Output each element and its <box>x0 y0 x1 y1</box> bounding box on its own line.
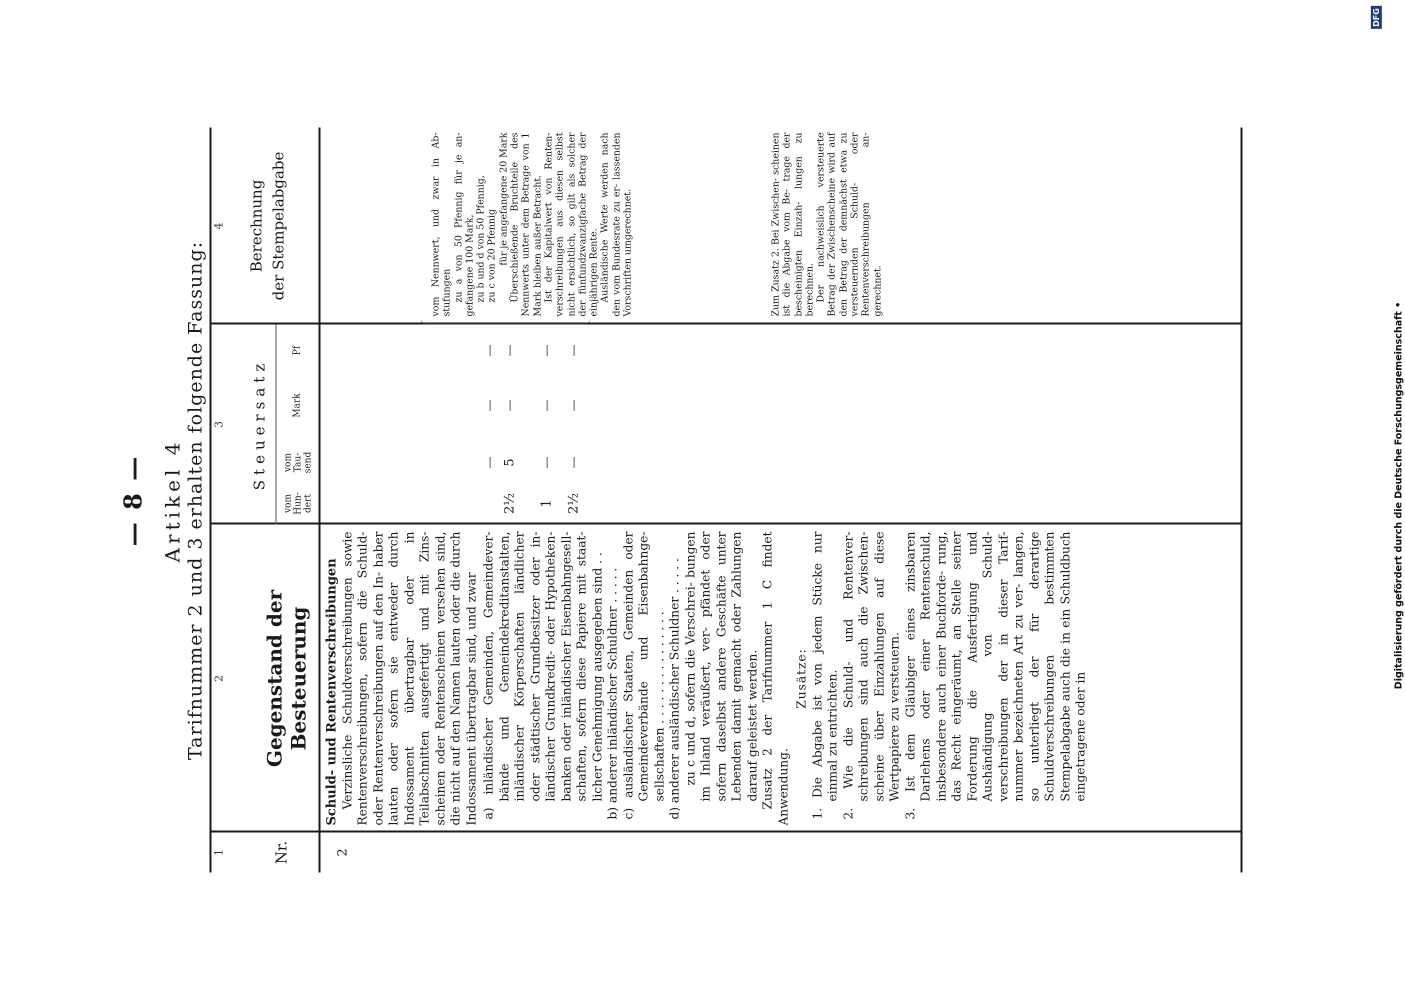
col-number-1: 1 <box>212 848 225 856</box>
calc-zusatz-2: Der nachweislich versteuerte Betrag der Zwischenscheine wird auf den Betrag der demnächst etwa zu versteuernden Schuld- oder Rentenverschreibungen an- gerechnet. <box>815 132 883 316</box>
entry-intro: Verzinsliche Schuldverschreibungen sowie Rentenverschreibungen, sofern die Schuld- oder Rentenverschreibungen auf den In- haber lauten oder sofern sie entweder durch Indossament übertragbar oder in Teilabschnitten ausgefertigt und mit Zins- scheinen oder Rentenscheinen versehen sind, die nicht auf den Namen lauten oder die durch Indossament übertragbar sind, und zwar <box>339 531 478 825</box>
digitization-notice: Digitalisierung gefördert durch die Deutsche Forschungsgemeinschaft • <box>1393 301 1405 690</box>
zusaetze-title: Zusätze: <box>794 647 808 709</box>
dfg-logo: DFG <box>1371 8 1381 27</box>
rate-c-hundert: 1 <box>539 498 554 508</box>
dash-c-pf: — <box>539 344 553 356</box>
calc-line-1: vom Nennwert, und zwar in Ab- stufungen <box>430 132 453 316</box>
rate-a-hundert: 2½ <box>502 492 517 514</box>
article-title: Artikel 4 <box>160 438 184 562</box>
col-divider-1 <box>209 830 1242 832</box>
col-number-4: 4 <box>212 222 225 229</box>
col-number-3: 3 <box>212 420 225 428</box>
item-c: c) ausländischer Staaten, Gemeinden oder Gemeindeverbände und Eisenbahnge- sellschaften . . . . . . . . . . . . . . . <box>620 531 666 819</box>
calc-line-2: zu a von 50 Pfennig für je an- gefangene 100 Mark, <box>452 132 475 316</box>
para-cd: zu c und d, sofern die Verschrei- bungen im Inland veräußert, ver- pfändet oder sofern daselbst andere Geschäfte unter Lebenden damit gemacht oder Zahlungen darauf geleistet werden. <box>682 531 759 801</box>
rate-d-hundert: 2½ <box>566 492 581 514</box>
calc-line-3: zu b und d von 50 Pfennig, <box>475 174 487 302</box>
header-mark: Mark <box>292 392 302 418</box>
dash-b-pf: — <box>502 344 516 356</box>
zusatz-1: 1. Die Abgabe ist von jedem Stücke nur einmal zu entrichten. <box>809 531 839 819</box>
page-number: — 8 — <box>118 454 147 546</box>
zusatz-3: 3. Ist dem Gläubiger eines zinsbaren Darlehens oder einer Rentenschuld, insbesondere auch einer Buchforde- rung, das Recht eingeräumt, an Stelle seiner Forderung die Ausfertigung und Aushändigung von Schuld- verschreibungen der in dieser Tarif- nummer bezeichneten Art zu ver- langen, so unterliegt der für derartige Schuldverschreibungen bestimmten Stempelabgabe auch die in ein Schuldbuch eingetragene oder in <box>902 531 1087 819</box>
header-berechnung-line1: Berechnung <box>247 179 265 272</box>
dash-c-tausend: — <box>539 456 553 468</box>
item-d: d) anderer ausländischer Schuldner . . . . . <box>667 557 681 819</box>
header-steuersatz: Steuersatz <box>250 358 268 490</box>
header-vom-tausend: vom Tau- send <box>283 451 313 473</box>
entry-description <box>324 531 1089 825</box>
table-top-rule <box>209 127 211 872</box>
header-nr: Nr. <box>272 840 290 864</box>
dash-d-mark: — <box>566 399 580 411</box>
entry-number: 2 <box>335 847 350 857</box>
dash-c-mark: — <box>539 399 553 411</box>
rate-b-tausend: 5 <box>502 457 517 467</box>
calc-line-7: Ist der Kapitalwert von Renten- verschreibungen aus diesen selbst nicht ersichtlich, so gilt als solcher der fünfundzwanzigfache Betrag der einjährigen Rente. <box>542 132 600 316</box>
dash-d-tausend: — <box>566 456 580 468</box>
table-bottom-rule <box>1240 127 1242 872</box>
col-number-2: 2 <box>212 674 225 682</box>
header-gegenstand: Gegenstand der Besteuerung <box>262 589 310 767</box>
header-berechnung <box>245 127 289 324</box>
col-divider-3 <box>209 322 1242 324</box>
dash-a-mark: — <box>482 399 496 411</box>
calc-line-8: Ausländische Werte werden nach den vom Bundesrate zu er- lassenden Vorschriften umgerechnet. <box>599 132 634 316</box>
calculation-zusatz <box>770 132 883 316</box>
zusatz-2: 2. Wie die Schuld- und Rentenver- schreibungen sind auch die Zwischen- scheine über Einzahlungen auf diese Wertpapiere zu versteuern. <box>840 531 901 819</box>
item-b: b) anderer inländischer Schuldner . . . . . <box>605 567 619 819</box>
article-intro: Tarifnummer 2 und 3 erhalten folgende Fassung: <box>184 240 206 760</box>
calc-zusatz-1: Zum Zusatz 2. Bei Zwischen- scheinen ist die Abgabe vom Be- trage der bescheinigten Einzah- lungen zu berechnen. <box>770 132 815 316</box>
calculation-main <box>430 132 633 316</box>
item-a: a) inländischer Gemeinden, Gemeindever- bände und Gemeindekreditanstalten, inländischer Körperschaften ländlicher oder städtischer Grundbesitzer oder in- ländischer Grundkredit- oder Hypotheken- banken oder inländischer Eisenbahngesell- schaften, sofern diese Papiere mit staat- licher Genehmigung ausgegeben sind . . <box>481 531 604 819</box>
calc-line-6: Überschießende Bruchteile des Nennwerts unter dem Betrage von 1 Mark bleiben außer Betracht. <box>509 132 543 316</box>
dash-d-pf: — <box>566 344 580 356</box>
calc-line-5: für je angefangene 20 Mark <box>497 132 509 266</box>
dash-a-pf: — <box>482 344 496 356</box>
entry-heading: Schuld- und Rentenverschreibungen <box>324 557 339 825</box>
calc-line-4: zu c von 20 Pfennig <box>486 208 498 302</box>
table-header-rule <box>318 127 320 872</box>
header-pf: Pf <box>292 345 302 355</box>
zusatz-note: Zusatz 2 der Tarifnummer 1 C findet Anwendung. <box>760 531 790 825</box>
header-berechnung-line2: der Stempelabgabe <box>269 151 287 300</box>
dash-a-tausend: — <box>482 456 496 468</box>
header-vom-hundert: vom Hun- dert <box>283 491 313 515</box>
dash-b-mark: — <box>502 399 516 411</box>
col-divider-2 <box>209 522 1242 524</box>
steuersatz-subrule <box>275 324 276 524</box>
